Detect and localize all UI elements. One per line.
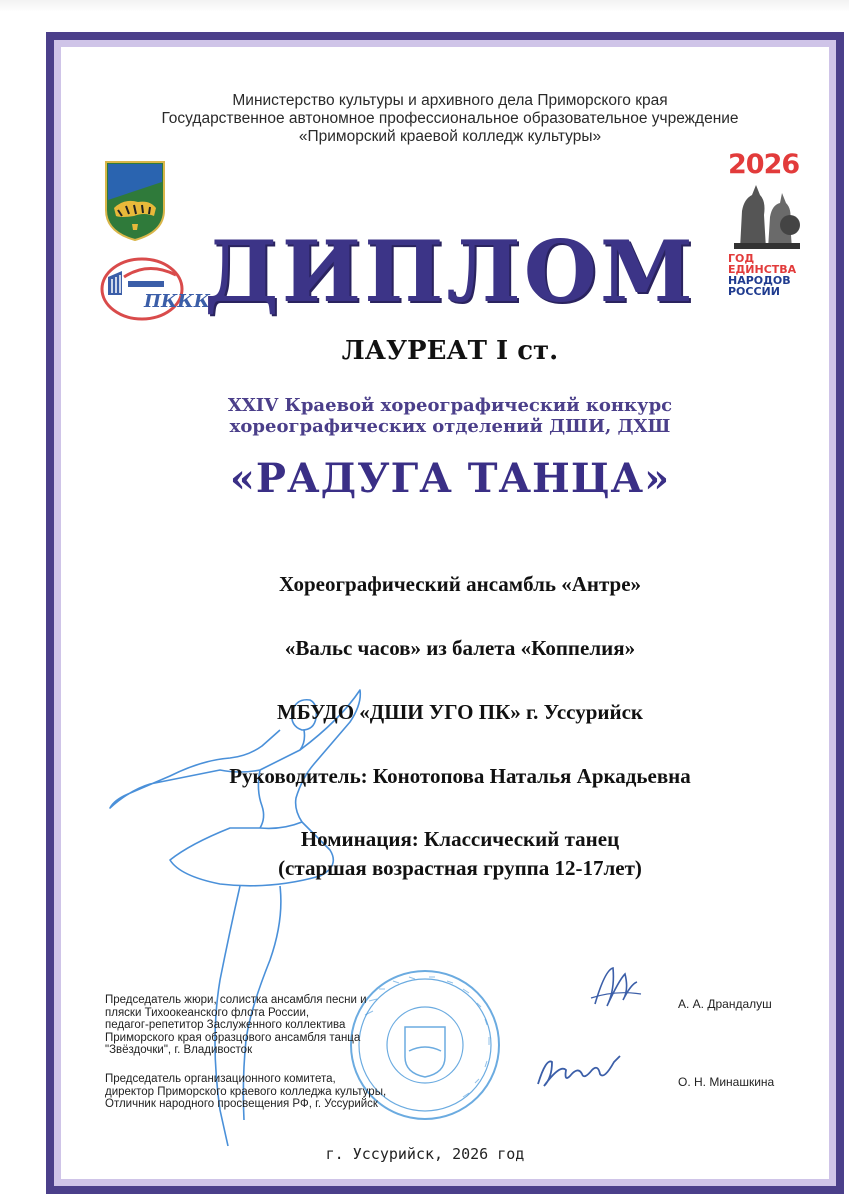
laureate-degree: ЛАУРЕАТ I ст. <box>341 336 559 366</box>
organizing-chair-handwritten-signature <box>530 1048 630 1098</box>
ensemble-name: Хореографический ансамбль «Антре» <box>278 572 642 596</box>
year-of-unity-emblem <box>724 145 808 305</box>
performance-piece: «Вальс часов» из балета «Коппелия» <box>284 636 636 660</box>
contest-name: «РАДУГА ТАНЦА» <box>229 455 671 502</box>
monument-icon <box>730 181 804 251</box>
age-group: (старшая возрастная группа 12-17лет) <box>278 856 642 880</box>
jury-chair-name: А. А. Драндалуш <box>678 997 772 1011</box>
organizing-chair-name: О. Н. Минашкина <box>678 1075 775 1089</box>
organizing-chair-signature-block: Председатель организационного комитета, директор Приморского краевого колледжа культуры, Отличник народного просвещения РФ, г. Уссурийск <box>105 1073 387 1110</box>
coat-of-arms-icon <box>104 160 166 242</box>
college-logo-icon <box>98 255 211 323</box>
jury-chair-handwritten-signature <box>585 960 645 1020</box>
nomination: Номинация: Классический танец <box>300 827 620 851</box>
diploma-title: ДИПЛОМ <box>204 222 696 321</box>
emblem-year: 2026 <box>728 149 800 180</box>
school-name: МБУДО «ДШИ УГО ПК» г. Уссурийск <box>276 700 643 724</box>
leader-name: Руководитель: Конотопова Наталья Аркадьевна <box>229 764 691 788</box>
issuer-header <box>90 92 810 146</box>
top-edge <box>0 0 849 12</box>
jury-chair-signature-block: Председатель жюри, солистка ансамбля песни и пляски Тихоокеанского флота России, педагог-репетитор Заслуженного коллектива Приморского края образцового ансамбля танца "Звёздочки", г. Владивосток <box>105 994 367 1056</box>
contest-description: XXIV Краевой хореографический конкурс хореографических отделений ДШИ, ДХШ <box>227 395 673 437</box>
place-and-year: г. Уссурийск, 2026 год <box>325 1145 525 1163</box>
header-college: «Приморский краевой колледж культуры» <box>298 128 602 145</box>
header-institution: Государственное автономное профессиональное образовательное учреждение <box>161 110 739 127</box>
emblem-caption: ГОД ЕДИНСТВА НАРОДОВ РОССИИ <box>728 252 797 298</box>
header-ministry: Министерство культуры и архивного дела Приморского края <box>232 92 668 109</box>
svg-text:ПККК: ПККК <box>144 291 211 312</box>
